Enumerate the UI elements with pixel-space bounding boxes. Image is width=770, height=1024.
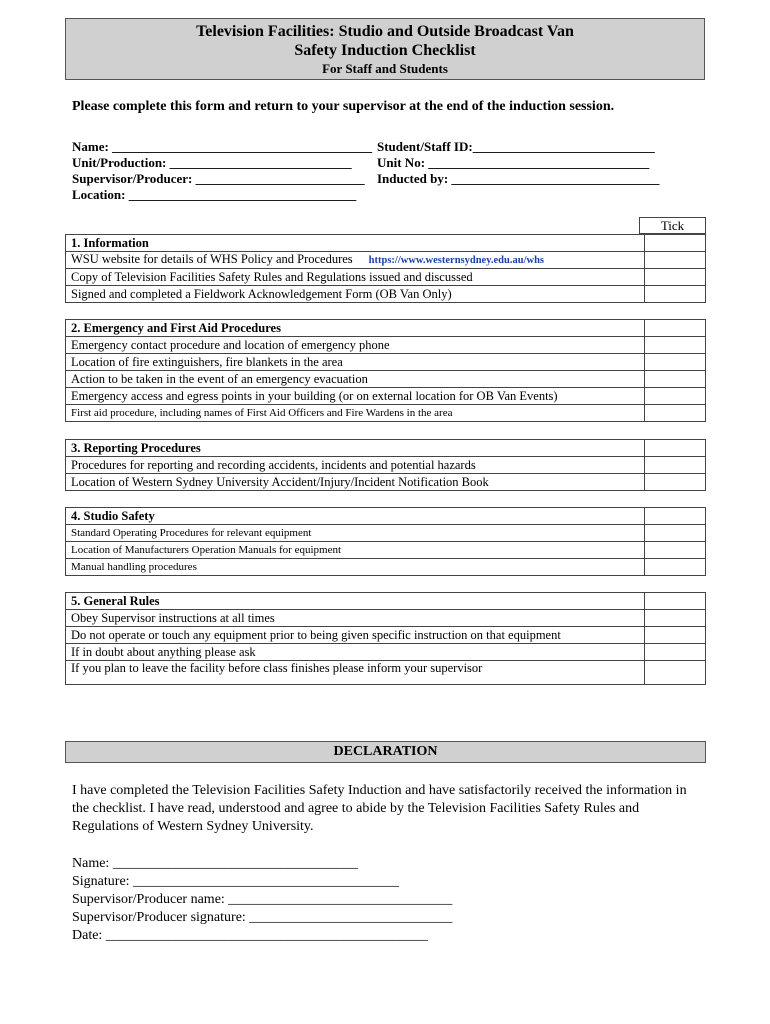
declaration-text: I have completed the Television Facilities Safety Induction and have satisfactorily received the information in the checklist. I have read, understood and agree to abide by the Television Facilities Safety Rules and Regulations of Western Sydney University. — [72, 783, 687, 834]
section-emergency-table — [65, 319, 706, 422]
tick-box[interactable] — [645, 320, 706, 337]
tick-box[interactable] — [645, 593, 706, 610]
checklist-item: Action to be taken in the event of an emergency evacuation — [66, 371, 645, 388]
tick-box[interactable] — [645, 371, 706, 388]
checklist-item: First aid procedure, including names of First Aid Officers and Fire Wardens in the area — [66, 405, 645, 422]
checklist-item: If you plan to leave the facility before class finishes please inform your supervisor — [66, 661, 645, 685]
checklist-item: Location of Manufacturers Operation Manuals for equipment — [66, 542, 645, 559]
unit-production-field[interactable]: Unit/Production: ____________________________ — [72, 155, 352, 170]
tick-box[interactable] — [645, 405, 706, 422]
declaration-name-field[interactable]: Name: ___________________________________ — [72, 856, 358, 871]
tick-box[interactable] — [645, 286, 706, 303]
declaration-heading: DECLARATION — [65, 741, 706, 763]
checklist-item: Obey Supervisor instructions at all times — [66, 610, 645, 627]
section-information-table — [65, 234, 706, 303]
date-field[interactable]: Date: ______________________________________________ — [72, 928, 428, 943]
section-heading: 1. Information — [66, 235, 645, 252]
checklist-item — [66, 252, 645, 269]
checklist-item: Location of Western Sydney University Accident/Injury/Incident Notification Book — [66, 474, 645, 491]
checklist-item: Copy of Television Facilities Safety Rules and Regulations issued and discussed — [66, 269, 645, 286]
checklist-item: Location of fire extinguishers, fire blankets in the area — [66, 354, 645, 371]
student-staff-id-field[interactable]: Student/Staff ID:____________________________ — [377, 139, 655, 154]
section-heading: 5. General Rules — [66, 593, 645, 610]
checklist-item: Signed and completed a Fieldwork Acknowledgement Form (OB Van Only) — [66, 286, 645, 303]
section-heading: 3. Reporting Procedures — [66, 440, 645, 457]
tick-box[interactable] — [645, 627, 706, 644]
tick-box[interactable] — [645, 388, 706, 405]
tick-box[interactable] — [645, 525, 706, 542]
tick-box[interactable] — [645, 610, 706, 627]
section-heading: 2. Emergency and First Aid Procedures — [66, 320, 645, 337]
tick-box[interactable] — [645, 474, 706, 491]
section-general-table — [65, 592, 706, 685]
supervisor-signature-field[interactable]: Supervisor/Producer signature: _____________________________ — [72, 910, 453, 925]
checklist-item: Procedures for reporting and recording accidents, incidents and potential hazards — [66, 457, 645, 474]
tick-box[interactable] — [645, 661, 706, 685]
supervisor-name-field[interactable]: Supervisor/Producer name: ________________________________ — [72, 892, 453, 907]
unit-no-field[interactable]: Unit No: __________________________________ — [377, 155, 650, 170]
checklist-item: Do not operate or touch any equipment prior to being given specific instruction on that equipment — [66, 627, 645, 644]
tick-box[interactable] — [645, 644, 706, 661]
form-subtitle: For Staff and Students — [322, 61, 448, 76]
checklist-item: Manual handling procedures — [66, 559, 645, 576]
tick-box[interactable] — [645, 269, 706, 286]
form-title-line1: Television Facilities: Studio and Outside Broadcast Van — [196, 23, 574, 40]
location-field[interactable]: Location: ___________________________________ — [72, 187, 357, 202]
section-studio-table — [65, 507, 706, 576]
section-reporting-table — [65, 439, 706, 491]
inducted-by-field[interactable]: Inducted by: ________________________________ — [377, 171, 660, 186]
supervisor-producer-field[interactable]: Supervisor/Producer: __________________________ — [72, 171, 365, 186]
checklist-item: Emergency contact procedure and location of emergency phone — [66, 337, 645, 354]
tick-box[interactable] — [645, 252, 706, 269]
tick-box[interactable] — [645, 508, 706, 525]
checklist-item: Emergency access and egress points in your building (or on external location for OB Van Events) — [66, 388, 645, 405]
checklist-item: If in doubt about anything please ask — [66, 644, 645, 661]
form-header — [65, 18, 705, 80]
section-heading: 4. Studio Safety — [66, 508, 645, 525]
tick-box[interactable] — [645, 457, 706, 474]
name-field[interactable]: Name: ________________________________________ — [72, 139, 373, 154]
declaration-signature-field[interactable]: Signature: ______________________________________ — [72, 874, 400, 889]
checklist-item: Standard Operating Procedures for relevant equipment — [66, 525, 645, 542]
instruction-text: Please complete this form and return to your supervisor at the end of the induction session. — [72, 99, 615, 114]
tick-box[interactable] — [645, 559, 706, 576]
whs-link[interactable]: https://www.westernsydney.edu.au/whs — [368, 255, 544, 266]
tick-box[interactable] — [645, 542, 706, 559]
tick-box[interactable] — [645, 235, 706, 252]
tick-box[interactable] — [645, 354, 706, 371]
tick-column-header: Tick — [639, 217, 706, 234]
form-title-line2: Safety Induction Checklist — [294, 42, 476, 59]
tick-box[interactable] — [645, 337, 706, 354]
checklist-item-text: WSU website for details of WHS Policy and Procedures — [71, 252, 353, 266]
tick-box[interactable] — [645, 440, 706, 457]
